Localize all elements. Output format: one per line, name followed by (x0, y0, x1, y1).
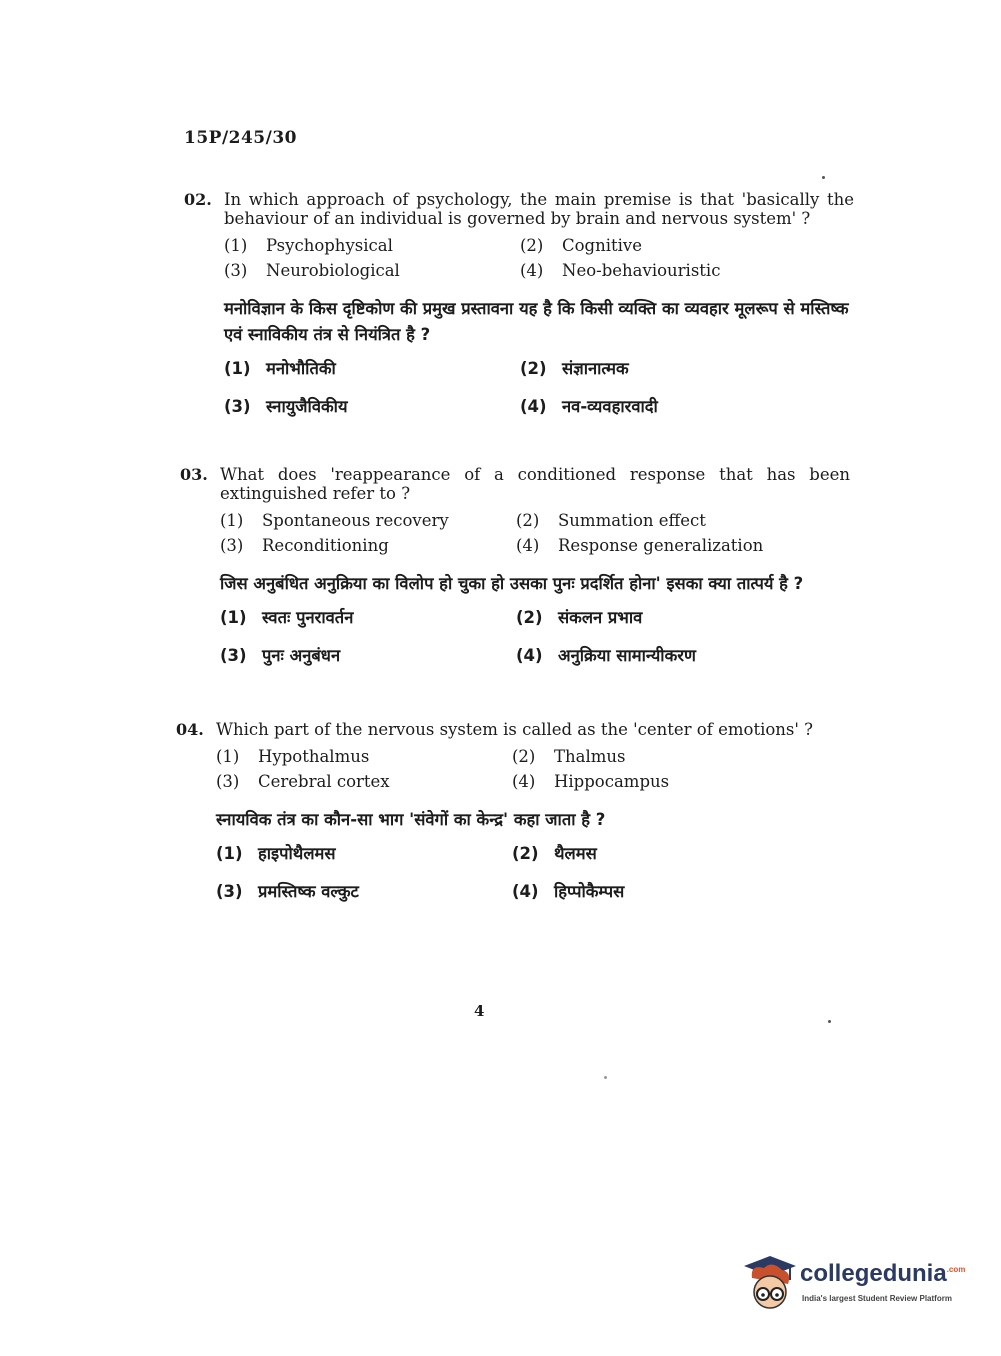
option-2-hi: (2) संकलन प्रभाव (516, 608, 643, 627)
options-hi (220, 605, 850, 669)
option-2: (2) Thalmus (512, 747, 626, 766)
option-4: (4) Hippocampus (512, 772, 670, 791)
option-3: (3) Cerebral cortex (216, 772, 390, 791)
option-3-hi: (3) स्नायुजैविकीय (224, 397, 348, 416)
option-1: (1) Hypothalmus (216, 747, 370, 766)
question-text: Which part of the nervous system is called as the 'center of emotions' ? (216, 720, 814, 739)
option-3: (3) Reconditioning (220, 536, 389, 555)
option-1-hi: (1) मनोभौतिकी (224, 359, 336, 378)
options-en (216, 747, 846, 791)
logo-wordmark: collegedunia$^{.com}$ (800, 1260, 966, 1287)
option-3-hi: (3) पुनः अनुबंधन (220, 646, 341, 665)
scan-speck (604, 1076, 607, 1079)
question-04 (176, 720, 846, 905)
question-number: 02. (184, 190, 212, 209)
option-4-hi: (4) हिप्पोकैम्पस (512, 882, 625, 901)
question-03 (180, 465, 850, 669)
question-text: In which approach of psychology, the main premise is that 'basically the behaviour of an individual is governed by brain and nervous system' ? (224, 190, 854, 228)
option-1: (1) Spontaneous recovery (220, 511, 449, 530)
option-3: (3) Neurobiological (224, 261, 400, 280)
option-3-hi: (3) प्रमस्तिष्क वल्कुट (216, 882, 359, 901)
question-text-hindi: मनोविज्ञान के किस दृष्टिकोण की प्रमुख प्रस्तावना यह है कि किसी व्यक्ति का व्यवहार मूलरूप से मस्तिष्क एवं स्नाविकीय तंत्र से नियंत्रित है ? (224, 299, 849, 344)
mascot-icon (742, 1254, 798, 1314)
collegedunia-logo (742, 1254, 972, 1314)
options-hi (216, 841, 846, 905)
option-1-hi: (1) स्वतः पुनरावर्तन (220, 608, 354, 627)
option-1: (1) Psychophysical (224, 236, 393, 255)
options-en (220, 511, 850, 555)
option-2: (2) Summation effect (516, 511, 706, 530)
option-1-hi: (1) हाइपोथैलमस (216, 844, 336, 863)
option-2-hi: (2) संज्ञानात्मक (520, 359, 629, 378)
paper-code: 15P/245/30 (184, 128, 298, 148)
scan-speck (828, 1020, 831, 1023)
options-en (224, 236, 854, 280)
option-4-hi: (4) नव-व्यवहारवादी (520, 397, 658, 416)
option-4: (4) Response generalization (516, 536, 764, 555)
question-02 (184, 190, 854, 420)
options-hi (224, 356, 854, 420)
question-number: 03. (180, 465, 208, 484)
option-2-hi: (2) थैलमस (512, 844, 597, 863)
question-number: 04. (176, 720, 204, 739)
logo-tagline: India's largest Student Review Platform (802, 1294, 952, 1303)
scan-speck (822, 176, 825, 179)
question-text-hindi: स्नायविक तंत्र का कौन-सा भाग 'संवेगों का केन्द्र' कहा जाता है ? (216, 810, 606, 829)
option-4: (4) Neo-behaviouristic (520, 261, 721, 280)
option-4-hi: (4) अनुक्रिया सामान्यीकरण (516, 646, 696, 665)
page-number: 4 (474, 1002, 485, 1020)
option-2: (2) Cognitive (520, 236, 643, 255)
question-text: What does 'reappearance of a conditioned response that has been extinguished refer to ? (220, 465, 850, 503)
question-text-hindi: जिस अनुबंधित अनुक्रिया का विलोप हो चुका हो उसका पुनः प्रदर्शित होना' इसका क्या तात्पर्य है ? (220, 574, 804, 593)
